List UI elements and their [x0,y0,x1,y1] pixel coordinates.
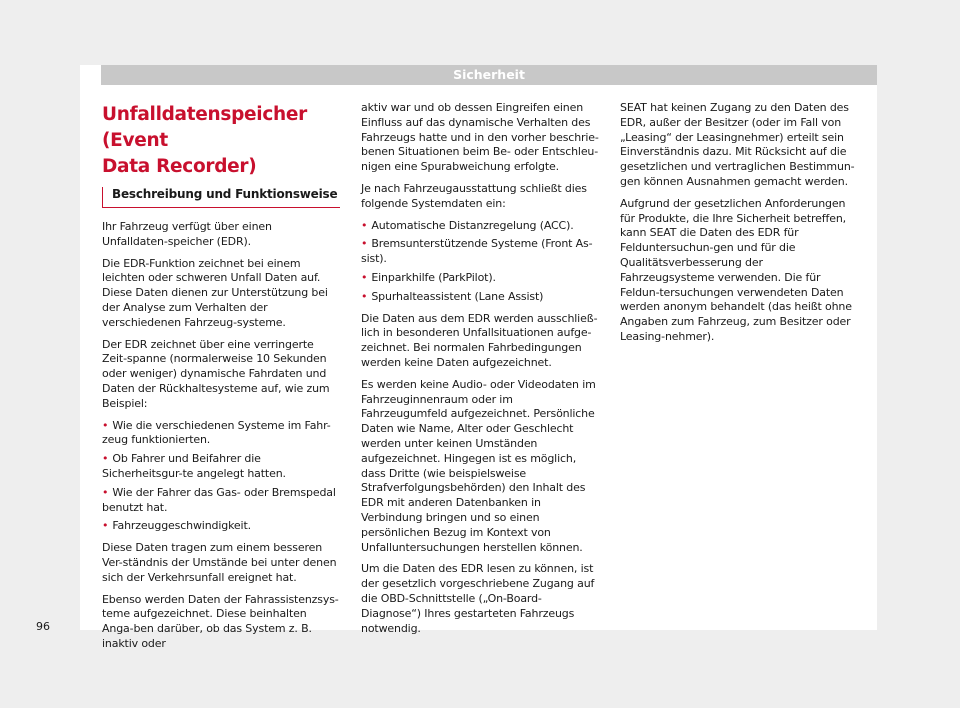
paragraph: Die EDR-Funktion zeichnet bei einem leichten oder schweren Unfall Daten auf. Diese Daten dienen zur Unterstützung bei der Analyse zum Verhalten der verschiedenen Fahrzeug-systeme. [102,256,328,329]
list-item: • Automatische Distanzregelung (ACC). [361,218,574,232]
title-line-1: Unfalldatenspeicher (Event [102,104,307,151]
paragraph: Die Daten aus dem EDR werden ausschließ-lich in besonderen Unfallsituationen aufge-zeichnet. Bei normalen Fahrbedingungen werden keine Daten aufgezeichnet. [361,311,598,369]
paragraph: Der EDR zeichnet über eine verringerte Zeit-spanne (normalerweise 10 Sekunden oder weniger) dynamische Fahrdaten und Daten der Rückhaltesysteme auf, wie zum Beispiel: [102,337,330,410]
column-2 [361,101,601,643]
paragraph: Diese Daten tragen zum einem besseren Ver-ständnis der Umstände bei unter denen sich der Verkehrsunfall ereignet hat. [102,541,337,584]
bullet-icon: • [102,452,109,466]
column-1 [102,102,340,659]
column-3 [620,101,858,352]
section-title: Sicherheit [453,67,525,82]
subtitle: Beschreibung und Funktionsweise [112,187,338,201]
paragraph: Ebenso werden Daten der Fahrassistenzsys-teme aufgezeichnet. Diese beinhalten Anga-ben darüber, ob das System z. B. inaktiv oder [102,592,339,650]
paragraph: Um die Daten des EDR lesen zu können, ist der gesetzlich vorgeschriebene Zugang auf die OBD-Schnittstelle („On-Board-Diagnose“) Ihres gestarteten Fahrzeugs notwendig. [361,562,595,635]
section-header [101,65,877,85]
paragraph: SEAT hat keinen Zugang zu den Daten des EDR, außer der Besitzer (oder im Fall von „Leasing“ der Leasingnehmer) erteilt sein Einverständnis dazu. Mit Rücksicht auf die gesetzlichen und vertraglichen Bestimmun-gen können Ausnahmen gemacht werden. [620,101,855,188]
paragraph: aktiv war und ob dessen Eingreifen einen Einfluss auf das dynamische Verhalten des Fahrzeugs hatte und in den vorher beschrie-benen Situationen beim Be- oder Entschleu-nigen eine Spurabweichung erfolgte. [361,101,599,174]
bullet-icon: • [102,519,109,533]
bullet-icon: • [102,485,109,499]
page-number: 96 [36,620,50,633]
title-line-2: Data Recorder) [102,156,257,177]
bullet-list [361,219,601,305]
paragraph: Je nach Fahrzeugausstattung schließt dies folgende Systemdaten ein: [361,181,587,210]
list-item: • Wie der Fahrer das Gas- oder Bremspedal benutzt hat. [102,485,336,514]
bullet-icon: • [361,218,368,232]
list-item: • Spurhalteassistent (Lane Assist) [361,289,544,303]
bullet-icon: • [361,237,368,251]
bullet-icon: • [361,289,368,303]
paragraph: Ihr Fahrzeug verfügt über einen Unfalldaten-speicher (EDR). [102,220,272,248]
manual-page [80,65,877,650]
bullet-icon: • [102,418,109,432]
list-item: • Fahrzeuggeschwindigkeit. [102,519,251,533]
bullet-icon: • [361,270,368,284]
page-title [102,102,340,180]
paragraph: Es werden keine Audio- oder Videodaten im Fahrzeuginnenraum oder im Fahrzeugumfeld aufgezeichnet. Persönliche Daten wie Name, Alter oder Geschlecht werden unter keinen Umständen aufgezeichnet. Hingegen ist es möglich, dass Dritte (wie beispielsweise Strafverfolgungsbehörden) den Inhalt des EDR mit anderen Datenbanken in Verbindung bringen und so einen persönlichen Bezug im Kontext von Unfalluntersuchungen herstellen können. [361,377,596,554]
list-item: • Ob Fahrer und Beifahrer die Sicherheitsgur-te angelegt hatten. [102,452,286,480]
list-item: • Wie die verschiedenen Systeme im Fahr-zeug funktionierten. [102,418,331,447]
list-item: • Einparkhilfe (ParkPilot). [361,270,496,284]
paragraph: Aufgrund der gesetzlichen Anforderungen für Produkte, die Ihre Sicherheit betreffen, kann SEAT die Daten des EDR für Felduntersuchun-gen und für die Qualitätsverbesserung der Fahrzeugsysteme verwenden. Die für Feldun-tersuchungen verwendeten Daten werden anonym behandelt (das heißt ohne Angaben zum Fahrzeug, zum Besitzer oder Leasing-nehmer). [620,196,852,343]
subtitle-box [102,187,340,208]
bullet-list [102,419,340,535]
list-item: • Bremsunterstützende Systeme (Front As-sist). [361,237,593,266]
